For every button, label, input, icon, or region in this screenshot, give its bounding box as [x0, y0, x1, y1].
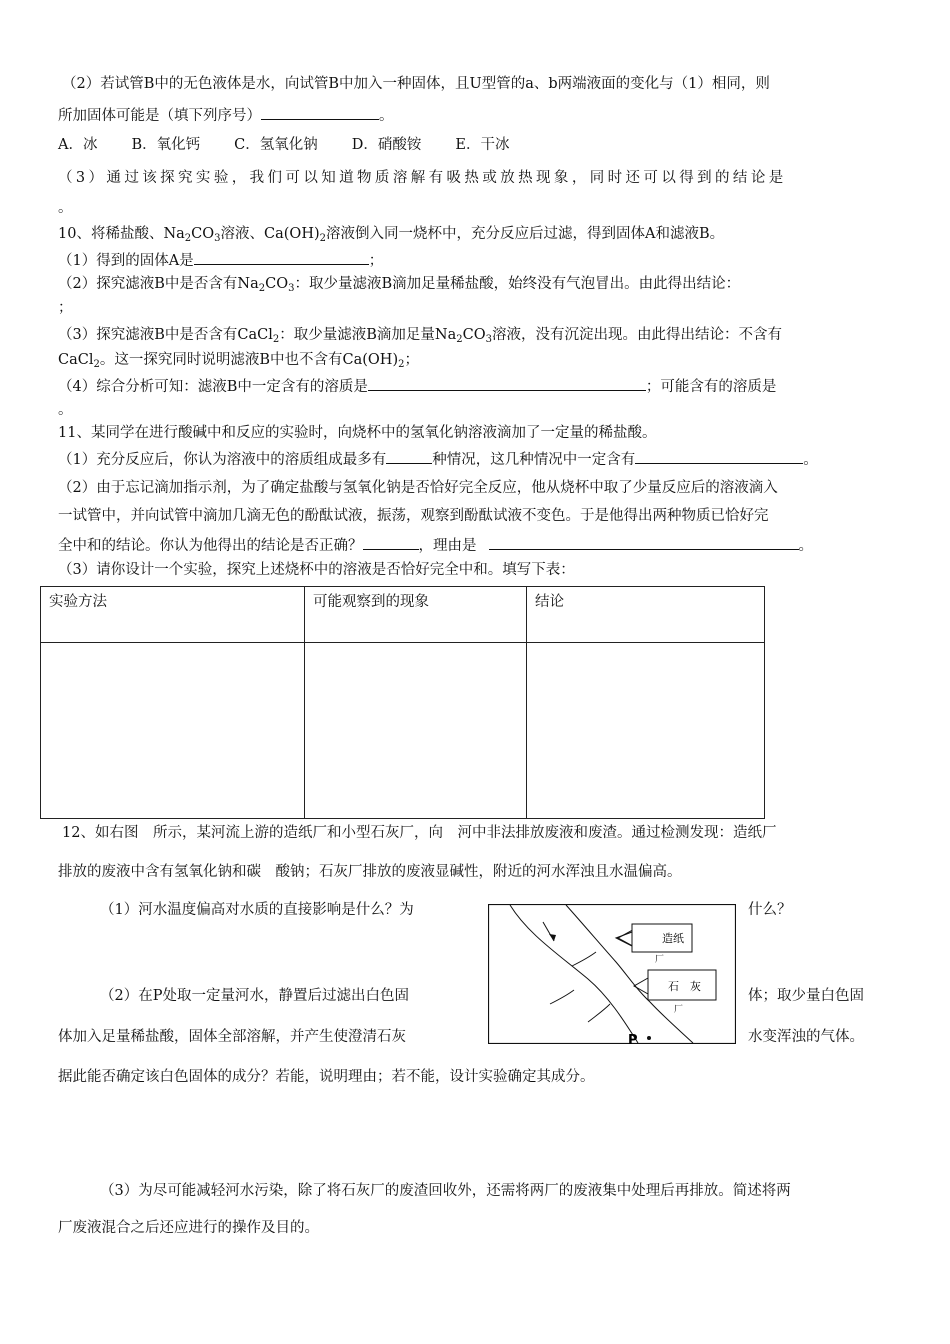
q12-part2-right: 体；取少量白色固	[748, 988, 864, 1004]
table-cell-phenomenon[interactable]	[305, 643, 527, 819]
q11-part1: （1）充分反应后，你认为溶液中的溶质组成最多有 种情况，这几种情况中一定含有 。	[58, 448, 818, 470]
table-cell-conclusion[interactable]	[527, 643, 765, 819]
table-header-method: 实验方法	[41, 587, 305, 643]
sampling-point-label: P	[628, 1033, 638, 1044]
q11-part2-line2: 一试管中，并向试管中滴加几滴无色的酚酞试液，振荡，观察到酚酞试液不变色。于是他得出两种物质已恰好完	[58, 508, 769, 524]
q10-part2: （2）探究滤液B中是否含有$Na_2CO_3$：取少量滤液B滴加足量稀盐酸，始终没有气泡冒出。由此得出结论：	[58, 276, 741, 294]
q12-line2: 排放的废液中含有氢氧化钠和碳 酸钠；石灰厂排放的废液显碱性，附近的河水浑浊且水温偏高。	[58, 864, 682, 880]
q11-part2-line1: （2）由于忘记滴加指示剂，为了确定盐酸与氢氧化钠是否恰好完全反应，他从烧杯中取了少量反应后的溶液滴入	[58, 480, 778, 496]
q10-part2-end: ；	[58, 300, 73, 316]
q11-count-blank[interactable]	[386, 448, 432, 464]
q12-part3-line2: 厂废液混合之后还应进行的操作及目的。	[58, 1220, 319, 1236]
q11-reason-blank[interactable]	[489, 534, 799, 550]
q12-part1-right: 什么？	[748, 902, 792, 918]
table-header-conclusion: 结论	[527, 587, 765, 643]
experiment-table	[40, 586, 765, 819]
q3-line2: 。	[58, 200, 73, 216]
q2-option-b: B．氧化钙	[131, 137, 201, 153]
q2-line1: （2）若试管B中的无色液体是水，向试管B中加入一种固体，且U型管的a、b两端液面的变化与（1）相同，则	[62, 76, 770, 92]
q2-answer-blank[interactable]	[261, 104, 379, 120]
q12-part3-line1: （3）为尽可能减轻河水污染，除了将石灰厂的废渣回收外，还需将两厂的废液集中处理后再排放。简述将两	[100, 1183, 791, 1199]
q11-solute-blank[interactable]	[635, 448, 803, 464]
q12-part2-left2: 体加入足量稀盐酸，固体全部溶解，并产生使澄清石灰	[58, 1029, 406, 1045]
q2-options	[58, 135, 543, 155]
q11-part2-line3: 全中和的结论。你认为他得出的结论是否正确？ ，理由是 。	[58, 534, 813, 556]
q3-line1: （3）通过该探究实验，我们可以知道物质溶解有吸热或放热现象，同时还可以得到的结论是	[58, 170, 787, 186]
q12-part2-right2: 水变浑浊的气体。	[748, 1029, 864, 1045]
q2-option-d: D．硝酸铵	[351, 137, 422, 153]
q11-correct-blank[interactable]	[363, 534, 419, 550]
paper-mill-label: 造纸	[662, 932, 684, 945]
q2-line2: 所加固体可能是（填下列序号） 。	[58, 104, 394, 126]
q12-line1: 12、如右图 所示，某河流上游的造纸厂和小型石灰厂，向 河中非法排放废液和废渣。通过检测发现：造纸厂	[62, 825, 777, 841]
q11-part3: （3）请你设计一个实验，探究上述烧杯中的溶液是否恰好完全中和。填写下表：	[58, 562, 575, 578]
q10-title: 10、将稀盐酸、$Na_2CO_3$溶液、$Ca(OH)_2$溶液倒入同一烧杯中，充分反应后过滤，得到固体A和滤液B。	[58, 226, 725, 244]
paper-mill-label2: 厂	[655, 955, 665, 965]
table-header-phenomenon: 可能观察到的现象	[305, 587, 527, 643]
lime-plant-label: 石 灰	[668, 980, 701, 993]
q2-option-e: E．干冰	[455, 137, 510, 153]
q10-part3: （3）探究滤液B中是否含有CaCl$_2$：取少量滤液B滴加足量$Na_2CO_3$溶液，没有沉淀出现。由此得出结论：不含有	[58, 327, 782, 345]
sampling-point-dot	[647, 1036, 651, 1040]
lime-plant-label2: 厂	[674, 1005, 684, 1015]
river-map-svg	[488, 904, 736, 1044]
q10-part4-end: 。	[58, 402, 73, 418]
q10-solute-blank[interactable]	[368, 375, 646, 391]
q12-part2-left: （2）在P处取一定量河水，静置后过滤出白色固	[100, 988, 409, 1004]
q10-solid-a-blank[interactable]	[194, 249, 369, 265]
q2-option-a: A．冰	[58, 137, 98, 153]
q10-part4: （4）综合分析可知：滤液B中一定含有的溶质是 ；可能含有的溶质是	[58, 375, 776, 397]
q11-title: 11、某同学在进行酸碱中和反应的实验时，向烧杯中的氢氧化钠溶液滴加了一定量的稀盐酸。	[58, 425, 657, 441]
q2-option-c: C．氢氧化钠	[234, 137, 318, 153]
q10-part3-cont: CaCl$_2$。这一探究同时说明滤液B中也不含有$Ca(OH)_2$；	[58, 352, 419, 370]
q12-part1-left: （1）河水温度偏高对水质的直接影响是什么？为	[100, 902, 414, 918]
river-map-figure	[488, 904, 736, 1044]
table-cell-method[interactable]	[41, 643, 305, 819]
q12-part2-question: 据此能否确定该白色固体的成分？若能，说明理由；若不能，设计实验确定其成分。	[58, 1069, 595, 1085]
q10-part1: （1）得到的固体A是 ；	[58, 249, 383, 271]
